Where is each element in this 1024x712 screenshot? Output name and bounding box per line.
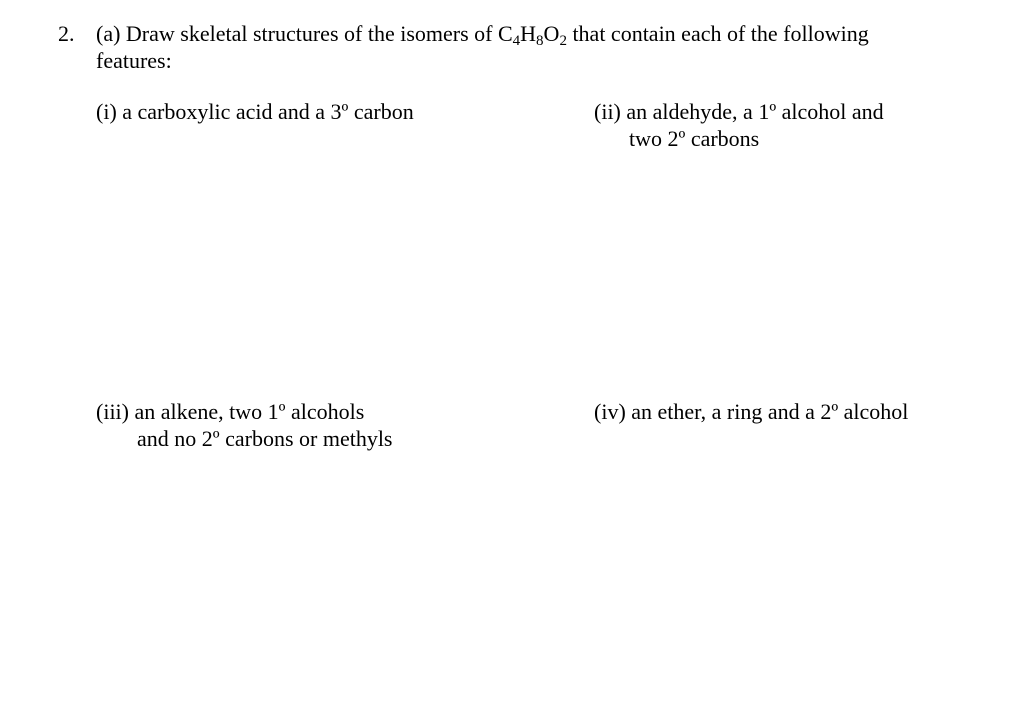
stem-prefix: (a) Draw skeletal structures of the isomers of C — [96, 21, 513, 46]
question-number: 2. — [58, 21, 75, 46]
part-iii-text-line-1: (iii) an alkene, two 1º alcohols — [96, 399, 365, 424]
part-ii-text-line-1: (ii) an aldehyde, a 1º alcohol and — [594, 99, 884, 124]
part-i-text: (i) a carboxylic acid and a 3º carbon — [96, 99, 414, 124]
question-stem — [96, 20, 976, 74]
stem-suffix: that contain each of the following — [566, 21, 869, 46]
part-iv-text: (iv) an ether, a ring and a 2º alcohol — [594, 399, 909, 424]
part-ii — [594, 98, 884, 152]
formula-o-subscript: 2 — [559, 33, 567, 49]
question-stem-line-2: features: — [96, 48, 172, 73]
part-ii-text-line-2: two 2º carbons — [629, 126, 760, 151]
part-i — [96, 98, 414, 125]
part-iii-text-line-2: and no 2º carbons or methyls — [137, 426, 393, 451]
part-iv — [594, 398, 908, 425]
formula-o: O — [543, 21, 560, 46]
part-iii — [96, 398, 393, 452]
formula-h: H — [520, 21, 537, 46]
formula-h-subscript: 8 — [536, 33, 544, 49]
question-stem-line-1 — [96, 20, 976, 47]
formula-c-subscript: 4 — [512, 33, 521, 49]
